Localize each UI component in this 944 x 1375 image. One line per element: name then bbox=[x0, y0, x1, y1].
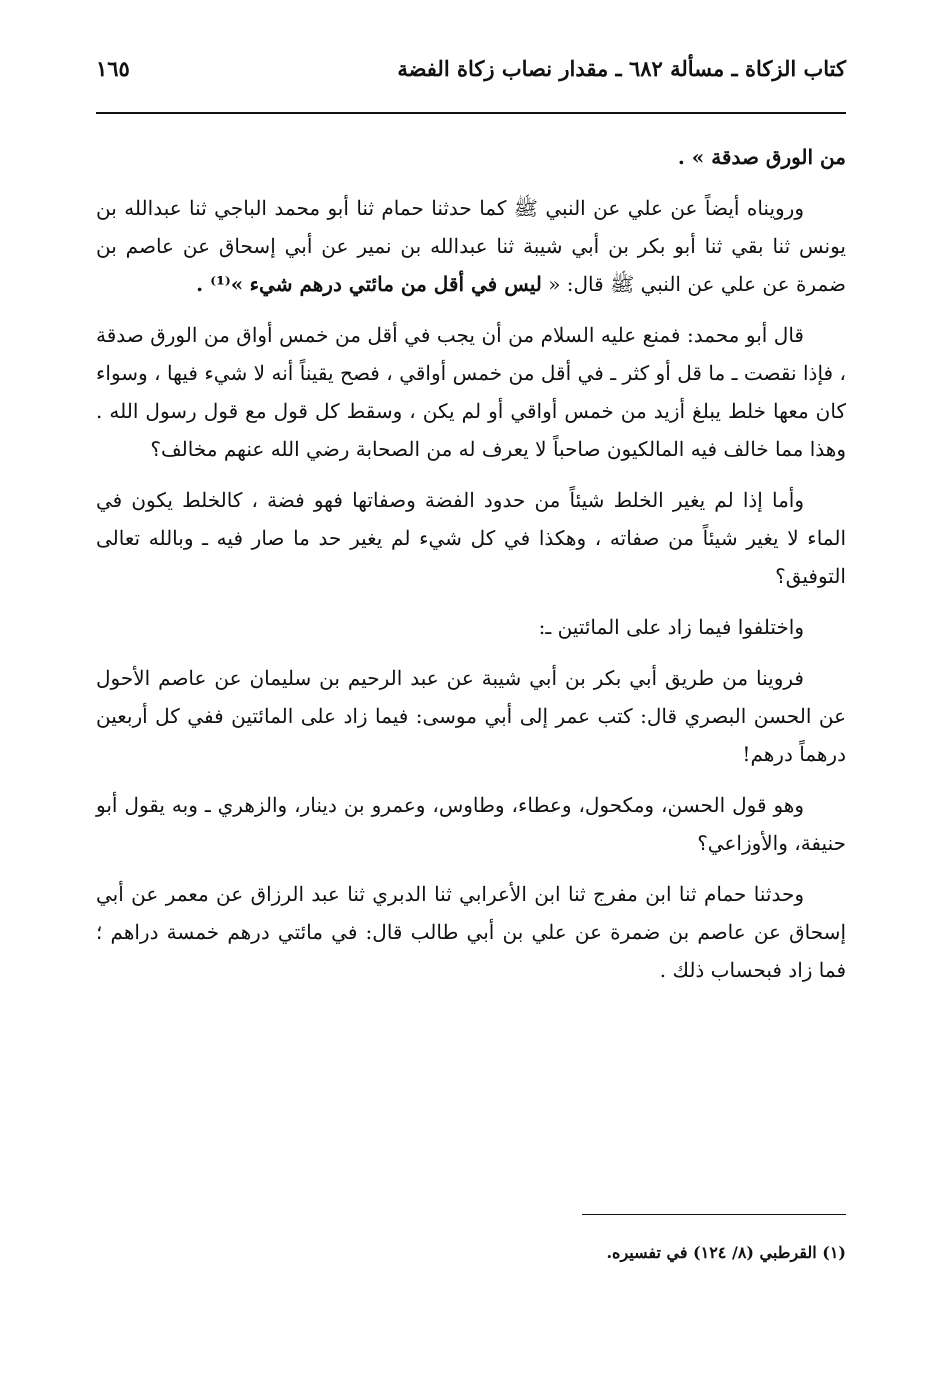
paragraph-1: من الورق صدقة » . bbox=[677, 145, 846, 169]
paragraph-7: وهو قول الحسن، ومكحول، وعطاء، وطاوس، وعمرو بن دينار، والزهري ـ وبه يقول أبو حنيفة، والأوزاعي؟ bbox=[96, 793, 846, 855]
paragraph-2-end: »⁽¹⁾ . bbox=[196, 272, 244, 296]
paragraph-2 bbox=[96, 189, 846, 303]
paragraph-5: واختلفوا فيما زاد على المائتين ـ: bbox=[538, 615, 804, 639]
hadith-quote: ليس في أقل من مائتي درهم شيء bbox=[249, 272, 542, 296]
footnote: (١) القرطبي (٨/ ١٢٤) في تفسيره. bbox=[606, 1243, 846, 1262]
paragraph-2-text: ورويناه أيضاً عن علي عن النبي ﷺ كما حدثنا حمام ثنا أبو محمد الباجي ثنا عبدالله بن يونس ثنا بقي ثنا أبو بكر بن أبي شيبة ثنا عبدالله بن نمير عن أبي إسحاق عن عاصم بن ضمرة عن علي عن النبي ﷺ قال: « bbox=[96, 196, 846, 296]
page-number: ١٦٥ bbox=[96, 56, 130, 81]
main-text bbox=[96, 138, 846, 1002]
paragraph-4: وأما إذا لم يغير الخلط شيئاً من حدود الفضة وصفاتها فهو فضة ، كالخلط يكون في الماء لا يغير شيئاً من صفاته ، وهكذا في كل شيء لم يغير حد ما صار فيه ـ وبالله تعالى التوفيق؟ bbox=[96, 488, 846, 588]
header-rule bbox=[96, 112, 846, 114]
running-title: كتاب الزكاة ـ مسألة ٦٨٢ ـ مقدار نصاب زكاة الفضة bbox=[397, 56, 846, 81]
paragraph-8: وحدثنا حمام ثنا ابن مفرج ثنا ابن الأعرابي ثنا الدبري ثنا عبد الرزاق عن معمر عن أبي إسحاق عن عاصم بن ضمرة عن علي بن أبي طالب قال: في مائتي درهم خمسة دراهم ؛ فما زاد فبحساب ذلك . bbox=[96, 882, 846, 982]
footnote-rule bbox=[582, 1214, 846, 1215]
paragraph-6: فروينا من طريق أبي بكر بن أبي شيبة عن عبد الرحيم بن سليمان عن عاصم الأحول عن الحسن البصري قال: كتب عمر إلى أبي موسى: فيما زاد على المائتين ففي كل أربعين درهماً درهم! bbox=[96, 666, 846, 766]
page-header bbox=[96, 56, 846, 96]
paragraph-3: قال أبو محمد: فمنع عليه السلام من أن يجب في أقل من خمس أواق من الورق صدقة ، فإذا نقصت ـ ما قل أو كثر ـ في أقل من خمس أواقي ، فصح يقيناً أنه لا شيء فيها ، وسواء كان معها خلط يبلغ أزيد من خمس أواقي أو لم يكن ، وسقط كل قول مع قول رسول الله . وهذا مما خالف فيه المالكيون صاحباً لا يعرف له من الصحابة رضي الله عنهم مخالف؟ bbox=[96, 323, 846, 461]
